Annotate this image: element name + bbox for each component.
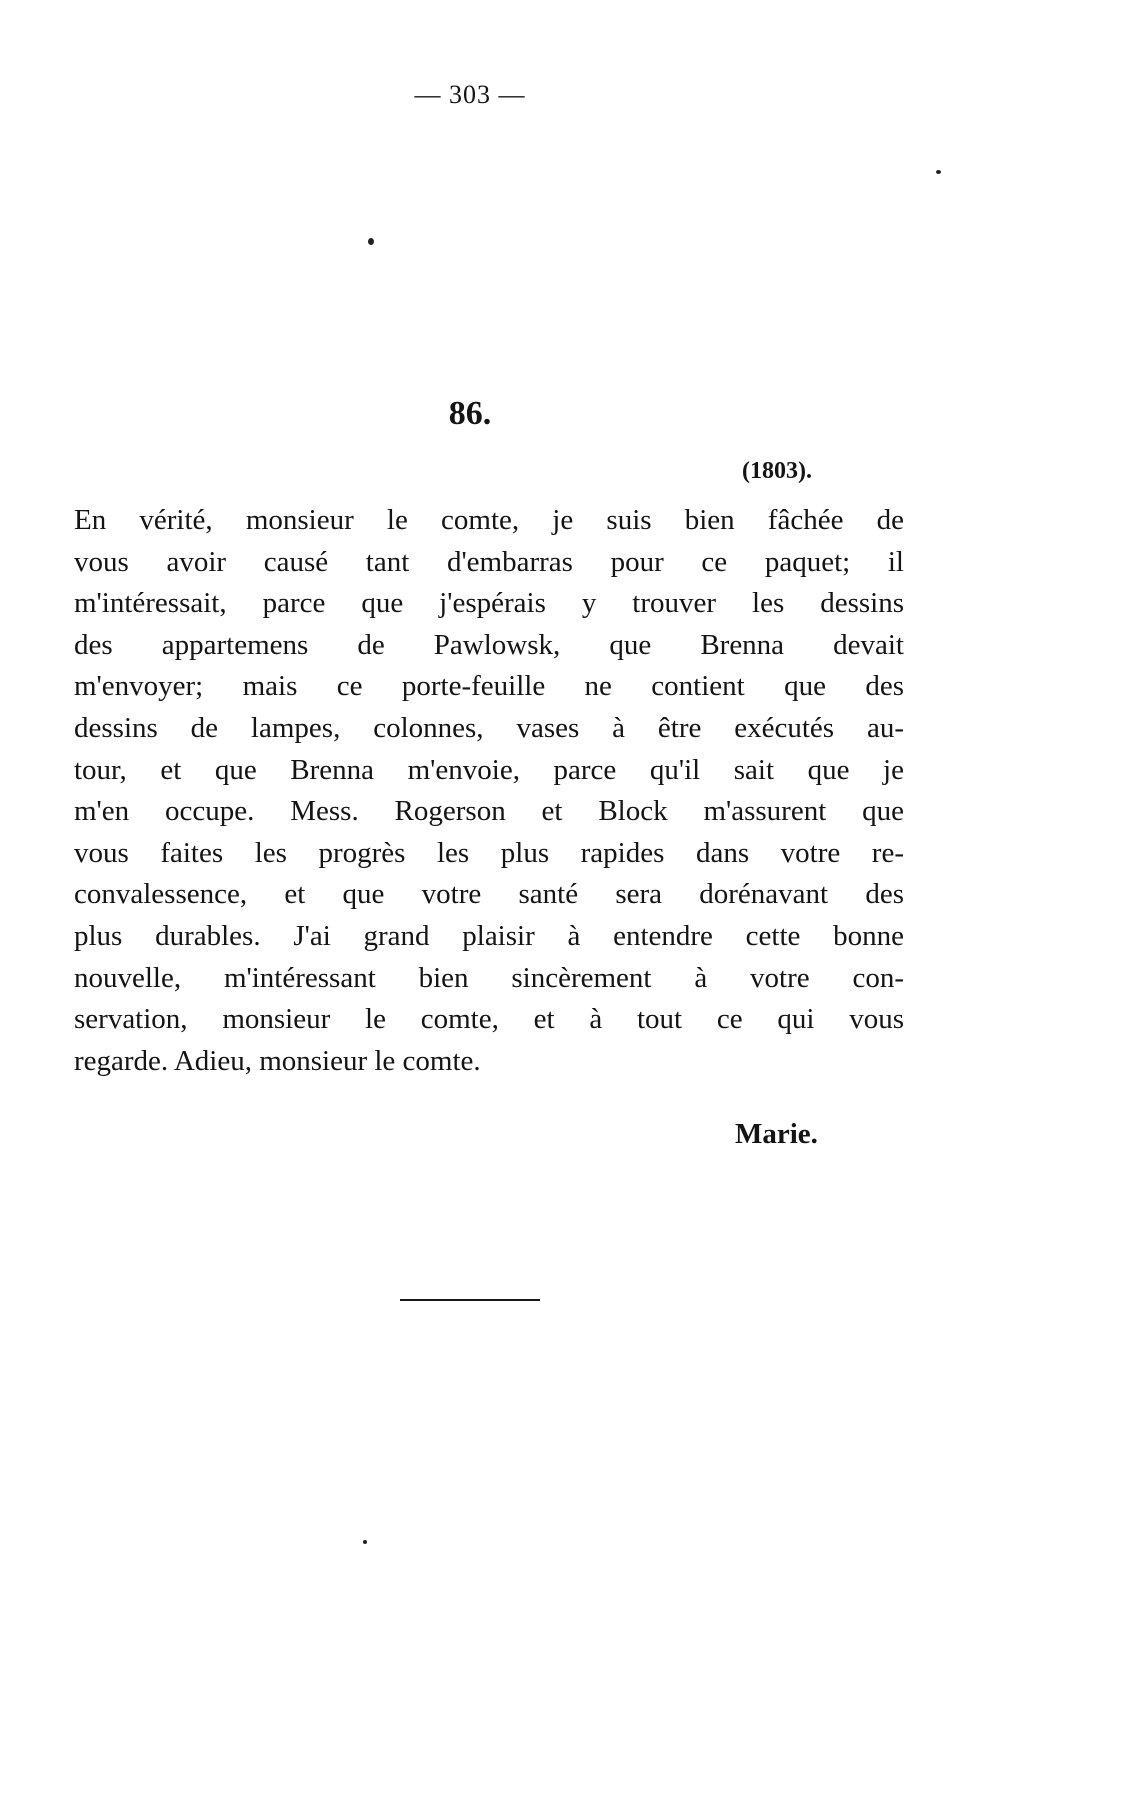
body-line: servation, monsieur le comte, et à tout ce qui vous [74, 1003, 904, 1036]
ink-speck [936, 170, 941, 174]
body-line: nouvelle, m'intéressant bien sincèrement à votre con- [74, 961, 904, 994]
body-line: vous avoir causé tant d'embarras pour ce paquet; il [74, 545, 904, 578]
ink-speck [368, 238, 374, 245]
section-divider [400, 1299, 540, 1301]
letter-number: 86. [448, 395, 492, 432]
page-number: — 303 — [414, 80, 526, 109]
body-line: plus durables. J'ai grand plaisir à entendre cette bonne [74, 919, 904, 952]
body-line: En vérité, monsieur le comte, je suis bien fâchée de [74, 504, 904, 536]
letter-year: (1803). [742, 458, 812, 484]
body-line: vous faites les progrès les plus rapides dans votre re- [74, 836, 904, 869]
body-line: dessins de lampes, colonnes, vases à être exécutés au- [74, 711, 904, 744]
body-line: des appartemens de Pawlowsk, que Brenna devait [74, 628, 904, 661]
body-line: convalessence, et que votre santé sera dorénavant des [74, 878, 904, 911]
body-line: m'intéressait, parce que j'espérais y trouver les dessins [74, 587, 904, 620]
signature: Marie. [735, 1118, 818, 1150]
ink-speck [363, 1540, 367, 1544]
body-line: tour, et que Brenna m'envoie, parce qu'il sait que je [74, 753, 904, 786]
letter-body [74, 500, 904, 1082]
body-line: m'envoyer; mais ce porte-feuille ne contient que des [74, 670, 904, 703]
body-line: m'en occupe. Mess. Rogerson et Block m'assurent que [74, 795, 904, 828]
body-line: regarde. Adieu, monsieur le comte. [74, 1044, 481, 1077]
